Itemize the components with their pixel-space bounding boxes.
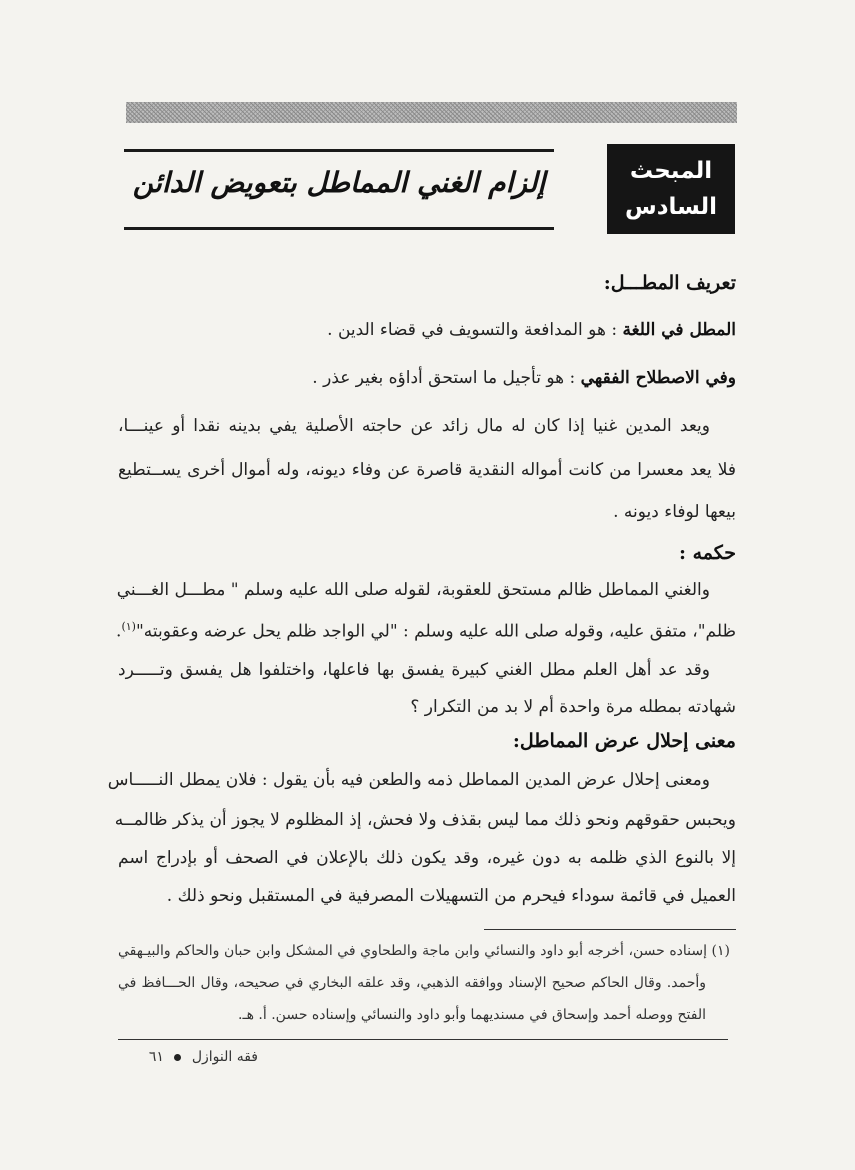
term-fiqh: وفي الاصطلاح الفقهي — [580, 368, 736, 388]
bullet-icon — [174, 1054, 181, 1061]
paragraph-line: ويحبس حقوقهم ونحو ذلك مما ليس بقذف ولا فحش، إذ المظلوم لا يجوز أن يذكر ظالمــه — [114, 810, 736, 830]
heading-definition: تعريف المطـــل: — [603, 272, 736, 294]
footnote-separator — [484, 929, 736, 930]
term-language: المطل في اللغة — [622, 320, 736, 340]
definition-language — [118, 320, 736, 340]
title-rule-bottom — [124, 227, 554, 230]
chapter-label-line2: السادس — [624, 194, 718, 220]
paragraph-text: ظلم"، متفق عليه، وقوله صلى الله عليه وسلم : "لي الواجد ظلم يحل عرضه وعقوبته" — [135, 621, 736, 642]
paragraph-line: فلا يعد معسرا من كانت أمواله النقدية قاصرة عن وفاء ديونه، وله أموال أخرى يســتطيع — [118, 460, 736, 480]
footer-rule — [118, 1039, 728, 1040]
footnote-line: وأحمد. وقال الحاكم صحيح الإسناد ووافقه الذهبي، وقد علقه البخاري في صحيحه، وقال الحـــافظ في — [118, 975, 706, 991]
paragraph-line: ومعنى إحلال عرض المدين المماطل ذمه والطعن فيه بأن يقول : فلان يمطل النـــــاس — [107, 770, 710, 790]
title-rule-top — [124, 149, 554, 152]
section-title: إلزام الغني المماطل بتعويض الدائن — [132, 166, 546, 199]
paragraph-line: بيعها لوفاء ديونه . — [613, 502, 736, 522]
heading-meaning: معنى إحلال عرض المماطل: — [512, 730, 736, 752]
paragraph-line: شهادته بمطله مرة واحدة أم لا بد من التكرار ؟ — [410, 697, 736, 717]
footnote-line: (١) إسناده حسن، أخرجه أبو داود والنسائي وابن ماجة والطحاوي في المشكل وابن حبان والحاكم والبيـهقي — [118, 943, 730, 959]
book-title: فقه النوازل — [191, 1049, 258, 1065]
chapter-label-box — [607, 144, 735, 234]
page-number: ٦١ — [148, 1049, 164, 1065]
definition-fiqh — [118, 368, 736, 388]
page-footer — [118, 1049, 258, 1065]
decorative-header-band — [126, 102, 737, 123]
paragraph-line: إلا بالنوع الذي ظلمه به دون غيره، وقد يكون ذلك بالإعلان في الصحف أو بإدراج اسم — [118, 848, 736, 868]
paragraph-line: ويعد المدين غنيا إذا كان له مال زائد عن حاجته الأصلية يفي بدينه نقدا أو عينـــا، — [118, 416, 710, 436]
paragraph-line-with-ref: ظلم"، متفق عليه، وقوله صلى الله عليه وسلم : "لي الواجد ظلم يحل عرضه وعقوبته"$^{(١)}$. — [116, 620, 736, 642]
paragraph-line: وقد عد أهل العلم مطل الغني كبيرة يفسق بها فاعلها، واختلفوا هل يفسق وتـــــرد — [118, 660, 710, 680]
def-language: : هو المدافعة والتسويف في قضاء الدين . — [327, 320, 618, 340]
paragraph-line: والغني المماطل ظالم مستحق للعقوبة، لقوله صلى الله عليه وسلم " مطـــل الغـــني — [116, 580, 710, 600]
footnote-line: الفتح ووصله أحمد وإسحاق في مسنديهما وأبو داود والنسائي وإسناده حسن. أ. هـ. — [238, 1007, 706, 1023]
heading-ruling: حكمه : — [678, 542, 736, 564]
chapter-label-line1: المبحث — [629, 158, 713, 184]
footnote-reference: (١) — [121, 620, 136, 633]
def-fiqh: : هو تأجيل ما استحق أداؤه بغير عذر . — [312, 368, 576, 388]
paragraph-line: العميل في قائمة سوداء فيحرم من التسهيلات المصرفية في المستقبل ونحو ذلك . — [166, 886, 736, 906]
